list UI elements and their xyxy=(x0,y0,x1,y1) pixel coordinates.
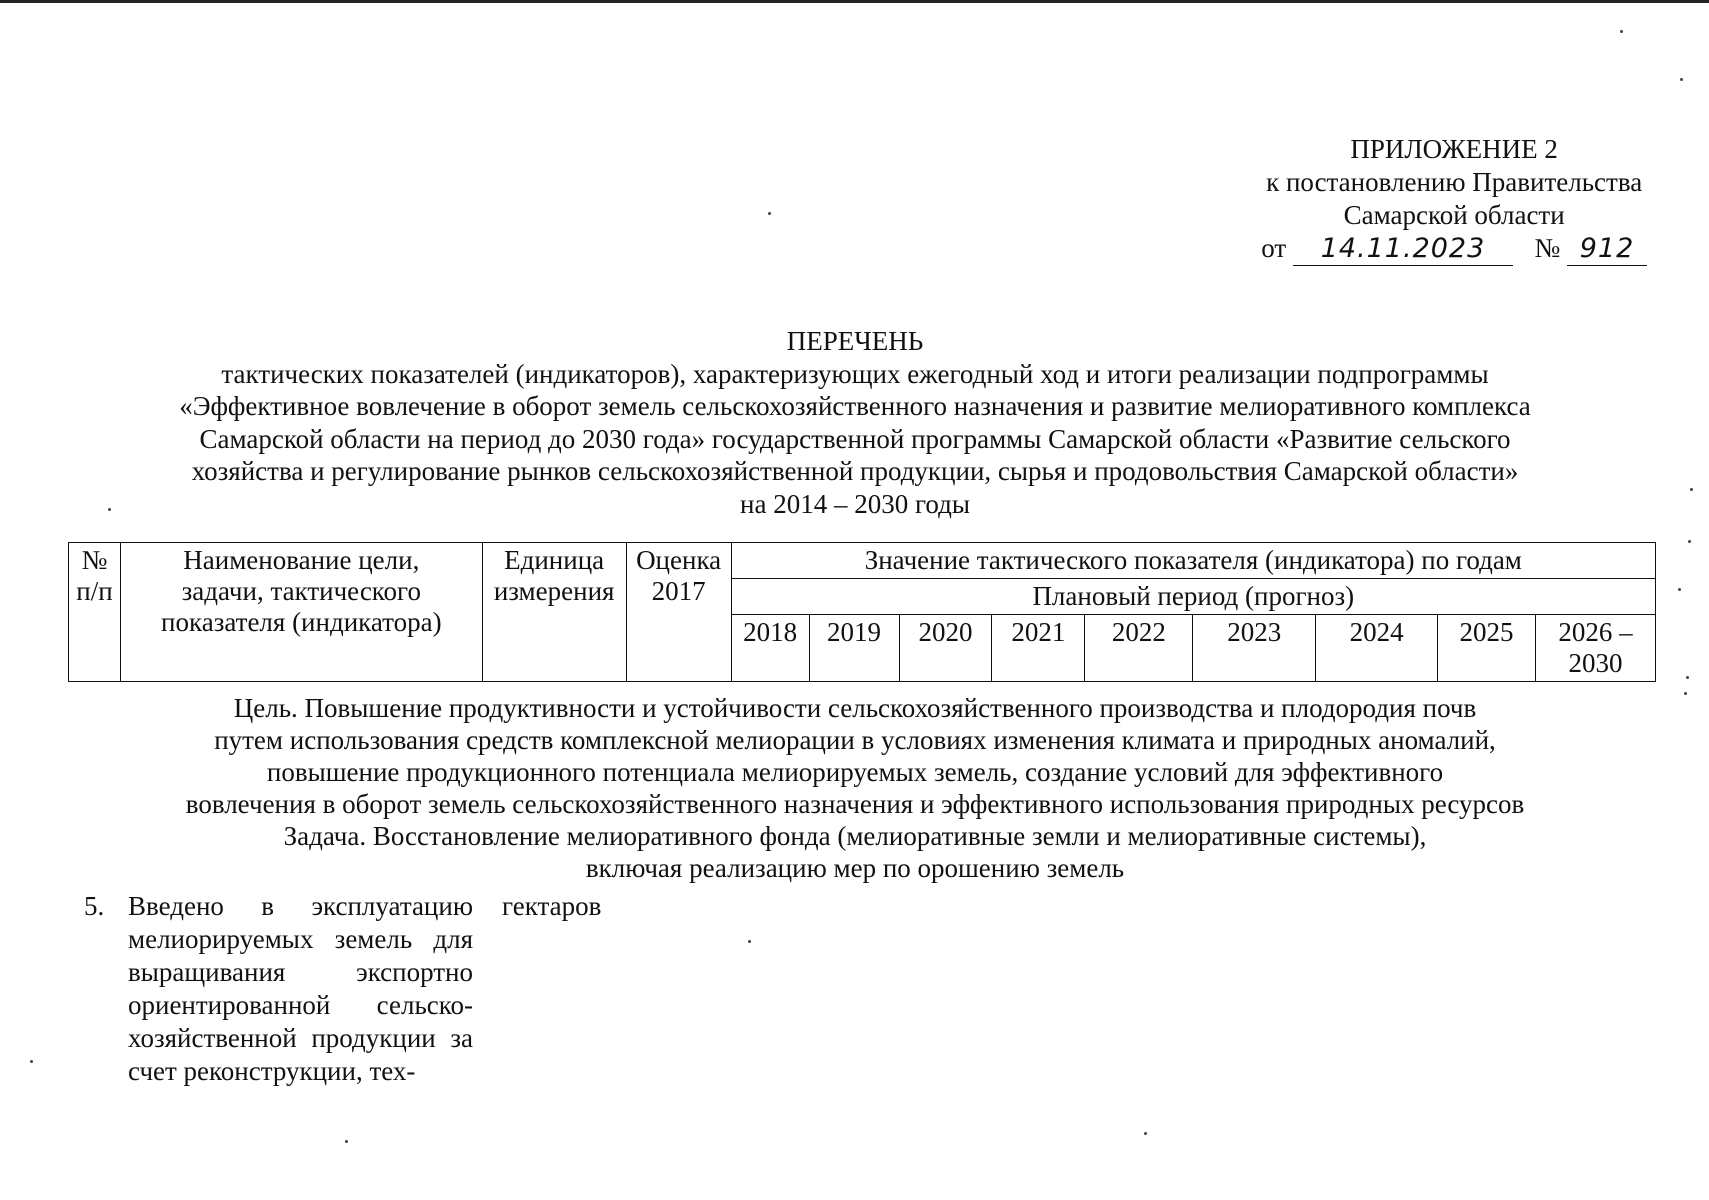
row-number: 5. xyxy=(84,891,105,921)
header-year-2023: 2023 xyxy=(1193,615,1316,682)
header-year-2018: 2018 xyxy=(731,615,809,682)
header-cell-number: № п/п xyxy=(69,543,121,682)
appendix-line-2: Самарской области xyxy=(1343,200,1565,230)
goal-and-task xyxy=(100,692,1610,884)
header-cell-subgroup: Плановый период (прогноз) xyxy=(731,579,1655,615)
task-line-1: Задача. Восстановление мелиоративного фонда (мелиоративные земли и мелиоративные системы), xyxy=(283,821,1427,851)
header-year-2024: 2024 xyxy=(1316,615,1438,682)
row-description: Введено в эксплуатацию мелиорируемых земель для выращивания экспортно ориентированной сельско-хозяйственной продукции за счет реконструкции, тех- xyxy=(128,891,473,1086)
goal-line-2: путем использования средств комплексной мелиорации в условиях изменения климата и природных аномалий, xyxy=(214,725,1496,755)
header-cell-unit: Единица измерения xyxy=(482,543,626,682)
handwritten-date: 14.11.2023 xyxy=(1293,232,1513,266)
appendix-title: ПРИЛОЖЕНИЕ 2 xyxy=(1350,134,1558,164)
goal-line-3: повышение продукционного потенциала мелиорируемых земель, создание условий для эффективного xyxy=(266,757,1444,787)
appendix-date-number xyxy=(1261,232,1647,266)
appendix-block xyxy=(1261,133,1647,266)
header-cell-group: Значение тактического показателя (индикатора) по годам xyxy=(731,543,1655,579)
header-year-2025: 2025 xyxy=(1438,615,1536,682)
header-cell-name: Наименование цели, задачи, тактического показателя (индикатора) xyxy=(120,543,482,682)
goal-line-1: Цель. Повышение продуктивности и устойчивости сельскохозяйственного производства и плодородия почв xyxy=(233,693,1477,723)
heading-line-4: хозяйства и регулирование рынков сельскохозяйственной продукции, сырья и продовольствия Самарской области» xyxy=(191,456,1519,486)
handwritten-number: 912 xyxy=(1567,232,1647,266)
header-year-2019: 2019 xyxy=(809,615,899,682)
heading-line-5: на 2014 – 2030 годы xyxy=(740,488,970,519)
header-cell-estimate: Оценка 2017 xyxy=(626,543,731,682)
heading-line-1: тактических показателей (индикаторов), характеризующих ежегодный ход и итоги реализации подпрограммы xyxy=(221,358,1489,389)
header-year-2026-2030: 2026 – 2030 xyxy=(1536,615,1656,682)
date-prefix: от xyxy=(1261,233,1287,263)
heading-line-3: Самарской области на период до 2030 года» государственной программы Самарской области «Развитие сельского xyxy=(199,423,1511,454)
goal-line-4: вовлечения в оборот земель сельскохозяйственного назначения и эффективного использования природных ресурсов xyxy=(185,789,1525,819)
document-heading xyxy=(100,325,1610,520)
appendix-line-1: к постановлению Правительства xyxy=(1266,167,1643,197)
number-prefix: № xyxy=(1534,233,1561,263)
header-year-2021: 2021 xyxy=(992,615,1085,682)
header-year-2022: 2022 xyxy=(1085,615,1193,682)
task-line-2: включая реализацию мер по орошению земель xyxy=(585,853,1125,883)
heading-line-2: «Эффективное вовлечение в оборот земель сельскохозяйственного назначения и развитие мелиоративного комплекса xyxy=(179,391,1531,421)
scan-top-border xyxy=(0,0,1709,3)
heading-title: ПЕРЕЧЕНЬ xyxy=(786,326,924,356)
row-unit: гектаров xyxy=(502,891,602,921)
header-year-2020: 2020 xyxy=(899,615,992,682)
indicator-table-header xyxy=(68,542,1656,682)
